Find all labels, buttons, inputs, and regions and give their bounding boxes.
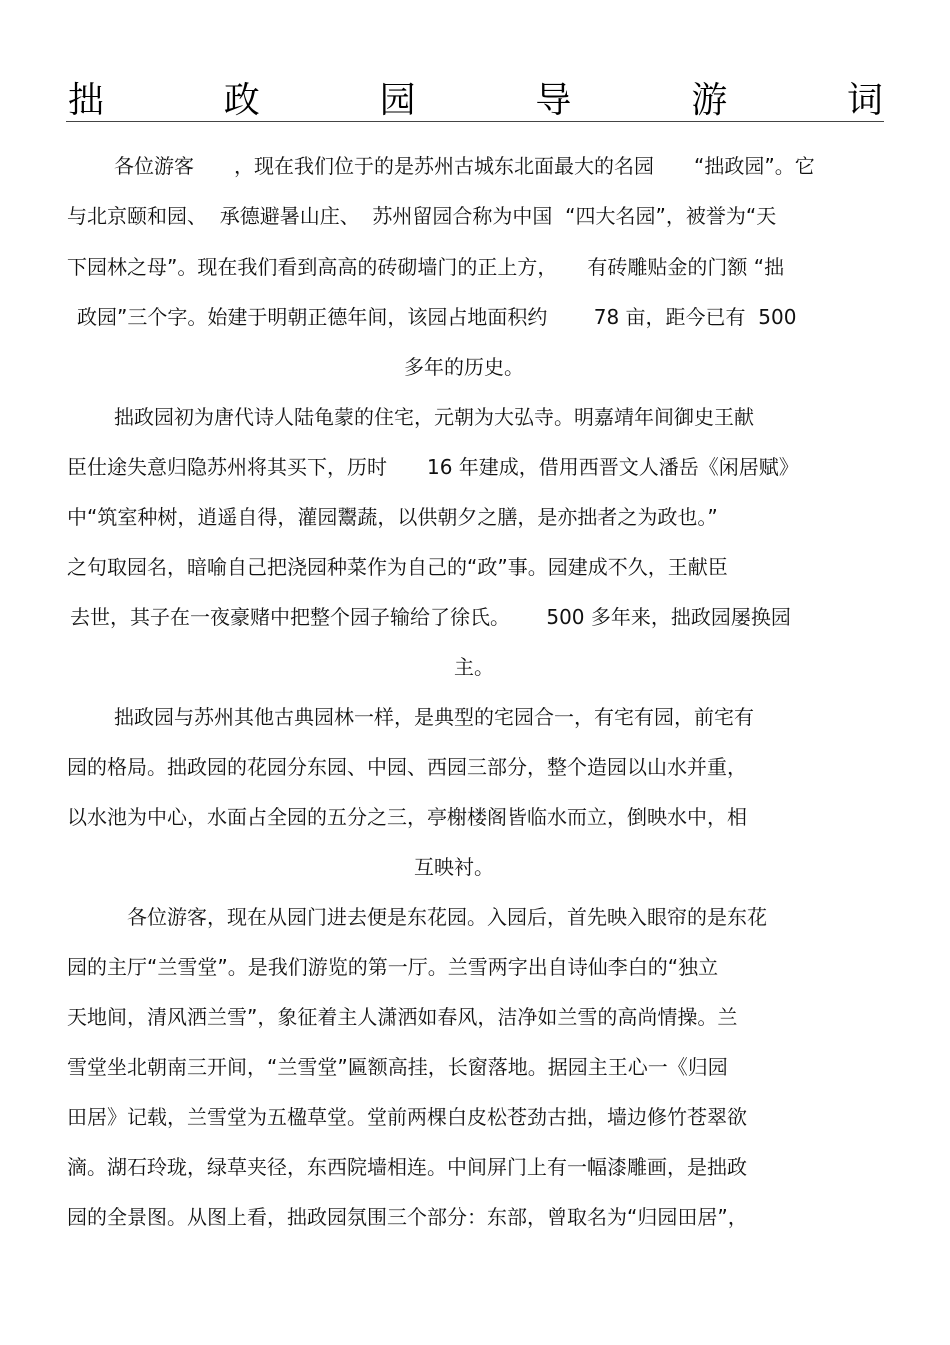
text-line: 之句取园名，暗喻自己把浇园种菜作为自己的“政”事。园建成不久，王献臣	[67, 555, 728, 579]
text-line: 园的全景图。从图上看，拙政园氛围三个部分：东部，曾取名为“归园田居”，	[67, 1205, 748, 1229]
title-char: 导	[535, 79, 572, 121]
text-line: 各位游客 ，现在我们位于的是苏州古城东北面最大的名园 “拙政园”。它	[114, 154, 815, 178]
text-line: 田居》记载，兰雪堂为五楹草堂。堂前两棵白皮松苍劲古拙，墙边修竹苍翠欲	[67, 1105, 747, 1129]
title-char: 政	[223, 79, 260, 121]
text-line: 主。	[454, 655, 494, 679]
text-line: 互映衬。	[414, 855, 494, 879]
text-line: 园的主厅“兰雪堂”。是我们游览的第一厅。兰雪两字出自诗仙李白的“独立	[67, 955, 719, 979]
text-line: 天地间，清风洒兰雪”，象征着主人潇洒如春风，洁净如兰雪的高尚情操。兰	[67, 1005, 738, 1029]
text-line: 拙政园与苏州其他古典园林一样，是典型的宅园合一，有宅有园，前宅有	[114, 705, 754, 729]
text-line: 去世，其子在一夜豪赌中把整个园子输给了徐氏。 500 多年来，拙政园屡换园	[70, 605, 791, 629]
text-line: 下园林之母”。现在我们看到高高的砖砌墙门的正上方， 有砖雕贴金的门额 “拙	[67, 255, 785, 279]
text-line: 园的格局。拙政园的花园分东园、中园、西园三部分，整个造园以山水并重，	[67, 755, 747, 779]
page-title	[68, 72, 883, 122]
text-line: 政园”三个字。始建于明朝正德年间，该园占地面积约 78 亩，距今已有 500	[77, 305, 797, 329]
title-underline	[66, 121, 884, 122]
title-char: 拙	[68, 79, 105, 121]
title-char: 游	[691, 79, 728, 121]
text-line: 滴。湖石玲珑，绿草夹径，东西院墙相连。中间屏门上有一幅漆雕画，是拙政	[67, 1155, 747, 1179]
text-line: 雪堂坐北朝南三开间，“兰雪堂”匾额高挂，长窗落地。据园主王心一《归园	[67, 1055, 728, 1079]
text-line: 与北京颐和园、 承德避暑山庄、 苏州留园合称为中国 “四大名园”，被誉为“天	[67, 204, 777, 228]
text-line: 臣仕途失意归隐苏州将其买下，历时 16 年建成，借用西晋文人潘岳《闲居赋》	[67, 455, 799, 479]
text-line: 各位游客，现在从园门进去便是东花园。入园后，首先映入眼帘的是东花	[127, 905, 767, 929]
title-char: 园	[379, 79, 416, 121]
title-char: 词	[846, 79, 883, 121]
text-line: 中“筑室种树，逍遥自得，灌园鬻蔬，以供朝夕之膳，是亦拙者之为政也。”	[67, 505, 718, 529]
text-line: 多年的历史。	[404, 355, 524, 379]
text-line: 以水池为中心，水面占全园的五分之三，亭榭楼阁皆临水而立，倒映水中，相	[67, 805, 747, 829]
text-line: 拙政园初为唐代诗人陆龟蒙的住宅，元朝为大弘寺。明嘉靖年间御史王献	[114, 405, 754, 429]
